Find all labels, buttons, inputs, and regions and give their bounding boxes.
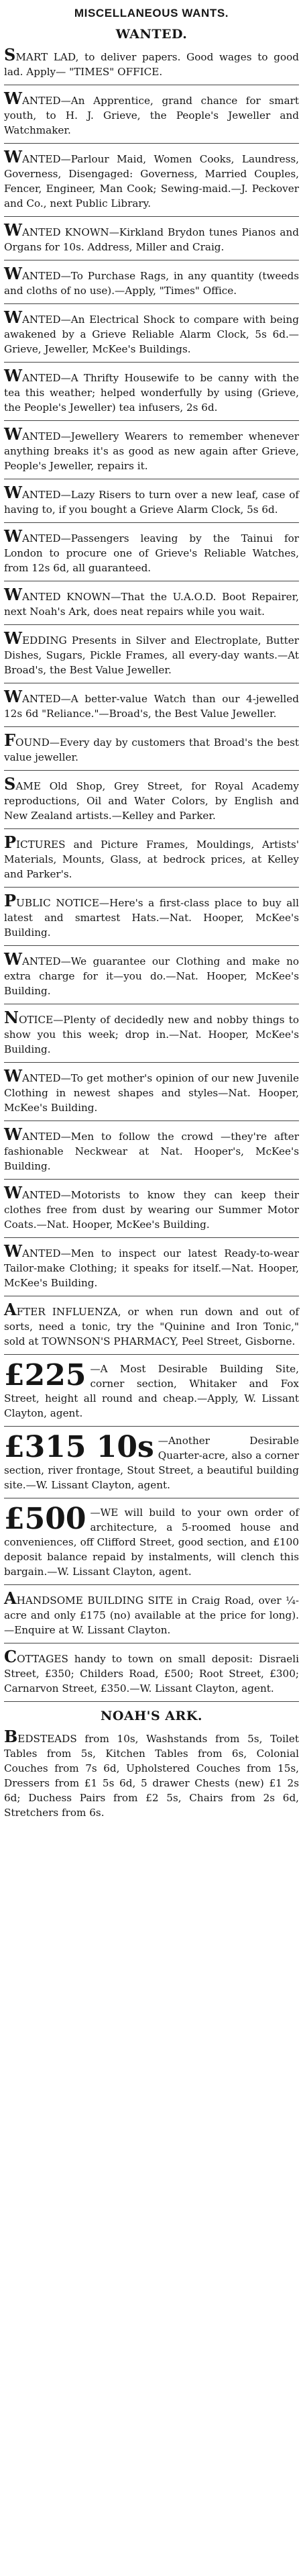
classified-ad [4,220,299,254]
ad-text: ANTED KNOWN—That the U.A.O.D. Boot Repairer, next Noah's Ark, does neat repairs while you wait. [4,591,299,618]
classified-ad [4,1008,299,1057]
ad-text: ANTED—Motorists to know they can keep their clothes free from dust by wearing our Summer Motor Coats.—Nat. Hooper, McKee's Building. [4,1189,299,1231]
classified-ad [4,1300,299,1349]
ad-text: OUND—Every day by customers that Broad's the best value jeweller. [4,736,299,763]
classified-ad [4,366,299,415]
drop-letter: A [4,1588,17,1608]
ad-text: EDSTEADS from 10s, Washstands from 5s, Toilet Tables from 5s, Kitchen Tables from 6s, Colonial Couches from 7s 6d, Upholstered Couches from 15s, Dressers from £1 5s 6d, 5 drawer Chests (new) £1 2s 6d; Duchess Pairs from £2 5s, Chairs from 2s 6d, Stretchers from 6s. [4,1733,299,1819]
classified-ad [4,1358,299,1421]
ad-text: HANDSOME BUILDING SITE in Craig Road, over ¼-acre and only £175 (no) available at the price for long).—Enquire at W. Lissant Clayton. [4,1594,299,1636]
drop-letter: W [4,147,22,166]
classified-ad [4,1430,299,1492]
classified-ad [4,1727,299,1820]
classified-ad [4,147,299,211]
classified-ad [4,264,299,298]
divider [4,887,299,888]
drop-letter: W [4,1241,22,1261]
drop-letter: W [4,585,22,604]
newspaper-column [4,3,299,1824]
ad-text: FTER INFLUENZA, or when run down and out of sorts, need a tonic, try the "Quinine and Iron Tonic," sold at TOWNSON'S PHARMACY, Peel Street, Gisborne. [4,1306,299,1347]
classified-ad [4,1183,299,1232]
drop-letter: W [4,307,22,327]
ad-text: ANTED—To get mother's opinion of our new Juvenile Clothing in newest shapes and styles—Nat. Hooper, McKee's Building. [4,1072,299,1114]
divider [4,1062,299,1063]
divider [4,216,299,217]
ad-text: ANTED—A better-value Watch than our 4-jewelled 12s 6d "Reliance."—Broad's, the Best Value Jeweller. [4,693,299,720]
classified-ad [4,730,299,765]
ad-text: ANTED—Passengers leaving by the Tainui for London to procure one of Grieve's Reliable Watches, from 12s 6d, all guaranteed. [4,532,299,574]
drop-letter: W [4,1183,22,1202]
classified-ad [4,1647,299,1696]
divider [4,1179,299,1180]
classified-ad [4,585,299,619]
price-heading: £500 [4,1502,86,1536]
drop-letter: W [4,366,22,385]
drop-letter: W [4,220,22,240]
drop-letter: S [4,774,16,794]
divider [4,1237,299,1238]
ad-text: ANTED—An Electrical Shock to compare with being awakened by a Grieve Reliable Alarm Clock, 5s 6d.—Grieve, Jeweller, McKee's Buildings. [4,314,299,355]
drop-letter: A [4,1300,17,1319]
ad-text: ANTED—Men to follow the crowd —they're after fashionable Neckwear at Nat. Hooper's, McKee's Building. [4,1131,299,1172]
divider [4,362,299,363]
divider [4,303,299,304]
ad-text: AME Old Shop, Grey Street, for Royal Academy reproductions, Oil and Water Colors, by English and New Zealand artists.—Kelley and Parker. [4,780,299,822]
ad-text: ANTED KNOWN—Kirkland Brydon tunes Pianos and Organs for 10s. Address, Miller and Craig. [4,226,299,253]
drop-letter: B [4,1727,18,1746]
ad-text: ANTED—Parlour Maid, Women Cooks, Laundress, Governess, Disengaged: Governess, Married Couples, Fencer, Engineer, Man Cook; Sewing-maid.—J. Peckover and Co., next Public Library. [4,153,299,209]
classified-ad [4,89,299,138]
divider [4,770,299,771]
drop-letter: C [4,1647,17,1666]
classified-ad [4,45,299,79]
drop-letter: W [4,483,22,502]
divider [4,143,299,144]
classified-ad [4,949,299,998]
classified-ad [4,483,299,517]
ad-text: MART LAD, to deliver papers. Good wages to good lad. Apply— "TIMES" OFFICE. [4,51,299,78]
divider [4,1120,299,1121]
divider [4,1354,299,1355]
classified-ad [4,526,299,575]
drop-letter: W [4,89,22,108]
classified-ad [4,1241,299,1290]
divider [4,726,299,727]
classified-ad [4,1066,299,1115]
ad-text: ANTED—An Apprentice, grand chance for smart youth, to H. J. Grieve, the People's Jeweller and Watchmaker. [4,95,299,136]
ad-text: ANTED—We guarantee our Clothing and make no extra charge for it—you do.—Nat. Hooper, McKee's Building. [4,955,299,997]
drop-letter: S [4,45,16,64]
divider [4,522,299,523]
classified-ad [4,424,299,473]
divider [4,1701,299,1702]
ad-text: —WE will build to your own order of architecture, a 5-roomed house and conveniences, off Clifford Street, good section, and £100 deposit balance repaid by instalments, will clench this bargain.—W. Lissant Clayton, agent. [4,1507,299,1578]
ad-text: ANTED—Lazy Risers to turn over a new leaf, case of having to, if you bought a Grieve Alarm Clock, 5s 6d. [4,489,299,516]
ad-text: —Another Desirable Quarter-acre, also a corner section, river frontage, Stout Street, a beautiful building site.—W. Lissant Clayton, agent. [4,1435,299,1491]
drop-letter: W [4,526,22,546]
ad-text: UBLIC NOTICE—Here's a first-class place to buy all latest and smartest Hats.—Nat. Hooper, McKee's Building. [4,897,299,939]
drop-letter: P [4,832,17,852]
ad-text: ANTED—A Thrifty Housewife to be canny with the tea this weather; helped wonderfully by using (Grieve, the People's Jeweller) tea infusers, 2s 6d. [4,372,299,414]
divider [4,945,299,946]
divider [4,624,299,625]
ad-text: EDDING Presents in Silver and Electroplate, Butter Dishes, Sugars, Pickle Frames, all every-day wants.—At Broad's, the Best Value Jeweller. [4,634,299,676]
classified-ad [4,774,299,823]
drop-letter: P [4,891,17,910]
classified-ad [4,687,299,721]
classified-ad [4,1588,299,1637]
ad-text: OTICE—Plenty of decidedly new and nobby things to show you this week; drop in.—Nat. Hooper, McKee's Building. [4,1014,299,1055]
price-heading: £315 10s [4,1430,154,1464]
drop-letter: W [4,1066,22,1086]
section-heading-wanted: WANTED. [115,27,188,42]
classified-ad [4,891,299,940]
ad-text: OTTAGES handy to town on small deposit: Disraeli Street, £350; Childers Road, £500; Root Street, £300; Carnarvon Street, £350.—W. Lissant Clayton, agent. [4,1653,299,1695]
divider [4,828,299,829]
drop-letter: N [4,1008,19,1027]
drop-letter: W [4,949,22,969]
drop-letter: W [4,628,22,648]
drop-letter: F [4,730,16,750]
divider [4,1426,299,1427]
price-heading: £225 [4,1358,86,1392]
drop-letter: W [4,687,22,706]
ad-text: ICTURES and Picture Frames, Mouldings, Artists' Materials, Mounts, Glass, at bedrock prices, at Kelley and Parker's. [4,839,299,880]
classified-ad [4,832,299,881]
divider [4,1584,299,1585]
ad-text: ANTED—Jewellery Wearers to remember whenever anything breaks it's as good as new again after Grieve, People's Jeweller, repairs it. [4,430,299,472]
drop-letter: W [4,1125,22,1144]
column-title: MISCELLANEOUS WANTS. [74,7,229,19]
ad-text: —A Most Desirable Building Site, corner section, Whitaker and Fox Street, height all round and cheap.—Apply, W. Lissant Clayton, agent. [4,1363,299,1419]
drop-letter: W [4,264,22,283]
drop-letter: W [4,424,22,444]
ad-text: ANTED—To Purchase Rags, in any quantity (tweeds and cloths of no use).—Apply, "Times" Office. [4,270,299,297]
classified-ad [4,307,299,356]
divider [4,420,299,421]
ad-text: ANTED—Men to inspect our latest Ready-to-wear Tailor-make Clothing; it speaks for itself.—Nat. Hooper, McKee's Building. [4,1247,299,1289]
classified-ad [4,1125,299,1174]
classified-ad [4,1502,299,1579]
section-heading-noahs-ark: NOAH'S ARK. [101,1709,202,1723]
classified-ad [4,628,299,677]
